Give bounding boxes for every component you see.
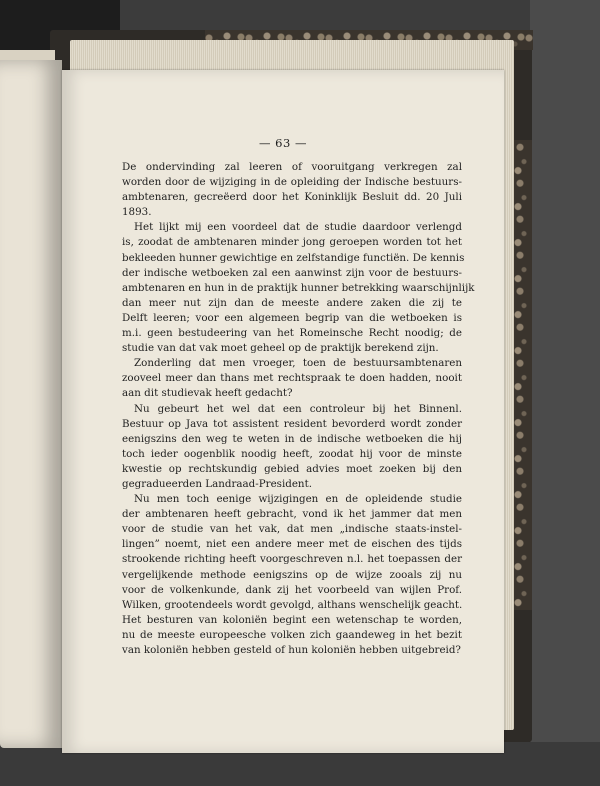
text-line: De ondervinding zal leeren of vooruitgang verkregen zal xyxy=(122,161,462,173)
text-line: Bestuur op Java tot assistent resident bevorderd wordt zonder xyxy=(122,417,462,430)
text-line: Zonderling dat men vroeger, toen de bestuursambtenaren xyxy=(134,357,462,370)
paragraph xyxy=(122,402,462,493)
text-line: van koloniën hebben gesteld of hun koloniën hebben uitgebreid? xyxy=(122,644,461,656)
paragraph xyxy=(122,492,462,658)
text-line: 1893. xyxy=(122,206,152,219)
page-body-text xyxy=(122,160,475,658)
background-right xyxy=(530,0,600,786)
paragraph xyxy=(122,220,475,356)
text-line: Wilken, grootendeels wordt gevolgd, althans wenschelijk geacht. xyxy=(122,598,463,611)
text-line: Nu men toch eenige wijzigingen en de opleidende studie xyxy=(134,493,462,506)
text-line: Het besturen van koloniën begint een wetenschap te worden, xyxy=(122,613,462,626)
paragraph xyxy=(122,356,462,401)
text-line: studie van dat vak moet geheel op de praktijk berekend zijn. xyxy=(122,342,439,355)
text-line: ambtenaren, gecreëerd door het Koninklijk Besluit dd. 20 Juli xyxy=(122,191,462,204)
text-line: is, zoodat de ambtenaren minder jong geroepen worden tot het xyxy=(122,236,462,249)
text-line: Delft leeren; voor een algemeen begrip van die wetboeken is xyxy=(122,311,462,324)
text-line: nu de meeste europeesche volken zich gaandeweg in het bezit xyxy=(122,628,462,641)
text-line: vergelijkende methode eenigszins op de wijze zooals zij nu xyxy=(122,568,462,581)
text-line: voor de volkenkunde, dank zij het voorbeeld van wijlen Prof. xyxy=(122,583,462,596)
text-line: voor de studie van het vak, dat men „indische staats-instel- xyxy=(122,523,462,536)
text-line: zooveel meer dan thans met rechtspraak te doen hadden, nooit xyxy=(122,372,462,385)
text-line: toch ieder oogenblik noodig heeft, zoodat hij voor de minste xyxy=(122,447,462,460)
text-line: aan dit studievak heeft gedacht? xyxy=(122,387,293,400)
text-line: der indische wetboeken zal een aanwinst zijn voor de bestuurs- xyxy=(122,266,462,279)
text-line: kwestie op rechtskundig gebied advies moet zoeken bij den xyxy=(122,462,462,475)
text-line: m.i. geen bestudeering van het Romeinsche Recht noodig; de xyxy=(122,327,462,340)
book-page xyxy=(62,70,504,753)
text-line: lingen” noemt, niet een andere meer met de eischen des tijds xyxy=(122,538,462,551)
text-line: Nu gebeurt het wel dat een controleur bij het Binnenl. xyxy=(134,402,462,415)
text-line: ambtenaren en hun in de praktijk hunner betrekking waarschijnlijk xyxy=(122,281,475,294)
page-number: — 63 — xyxy=(259,136,307,150)
text-line: dan meer nut zijn dan de meeste andere zaken die zij te xyxy=(122,296,462,309)
marbled-edge-side xyxy=(512,140,532,610)
left-page-edge xyxy=(0,50,55,60)
text-line: gegradueerden Landraad-President. xyxy=(122,477,312,490)
text-line: Het lijkt mij een voordeel dat de studie daardoor verlengd xyxy=(134,221,462,234)
text-line: bekleeden hunner gewichtige en zelfstandige functiën. De kennis xyxy=(122,251,465,264)
paragraph xyxy=(122,160,462,220)
left-page xyxy=(0,60,62,748)
text-line: der ambtenaren heeft gebracht, vond ik het jammer dat men xyxy=(122,508,462,521)
text-line: strookende richting heeft voorgeschreven n.l. het toepassen der xyxy=(122,553,462,566)
text-line: eenigszins den weg te weten in de indische wetboeken die hij xyxy=(122,432,462,445)
text-line: worden door de wijziging in de opleiding der Indische bestuurs- xyxy=(122,176,462,189)
